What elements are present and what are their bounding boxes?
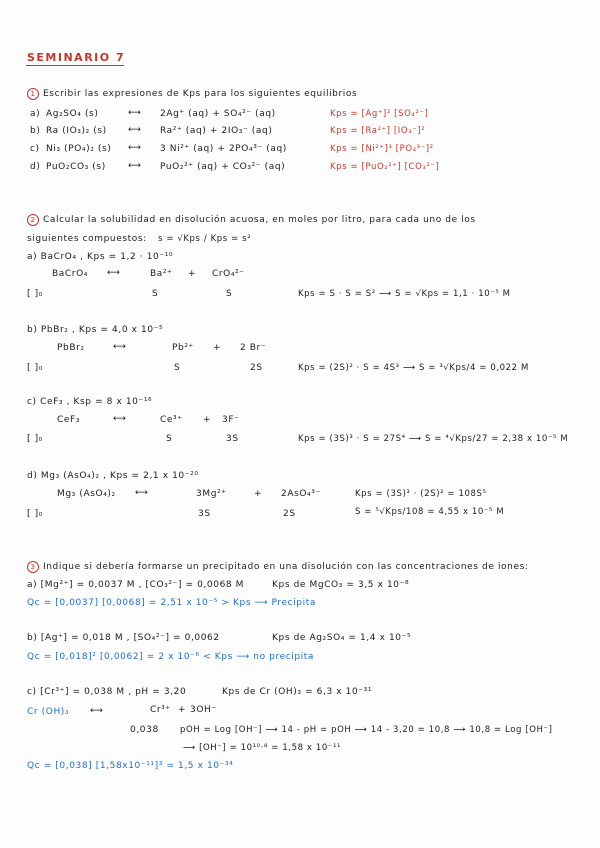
s1-number: 1: [27, 88, 39, 100]
s2-d-conc: [ ]₀: [27, 509, 43, 519]
s2-prompt: Calcular la solubilidad en disolución acuosa, en moles por litro, para cada uno de los: [43, 215, 476, 225]
s2-b-p1: Pb²⁺: [172, 343, 194, 353]
title-underline: [26, 65, 124, 66]
s1-a-reactant: Ag₂SO₄ (s): [46, 109, 99, 119]
s2-c-p2: 3F⁻: [222, 415, 240, 425]
s3-c-plus: +: [178, 705, 187, 715]
s1-c-label: c): [30, 144, 40, 154]
s2-d-p2: 2AsO₄³⁻: [281, 489, 321, 499]
s2-b-reactant: PbBr₂: [57, 343, 85, 353]
s2-d-p1: 3Mg²⁺: [196, 489, 227, 499]
s2-d-result1: Kps = (3S)³ · (2S)² = 108S⁵: [355, 489, 487, 499]
s2-a-reactant: BaCrO₄: [52, 269, 88, 279]
s3-c-kps: Kps de Cr (OH)₃ = 6,3 x 10⁻³¹: [222, 687, 373, 697]
s1-d-label: d): [30, 162, 41, 172]
s3-prompt: Indique si debería formarse un precipitado en una disolución con las concentraciones de iones:: [43, 562, 529, 572]
s2-b-head: b) PbBr₂ , Kps = 4,0 x 10⁻⁵: [27, 325, 164, 335]
s3-b-qc: Qc = [0,018]² [0,0062] = 2 x 10⁻⁶ < Kps ⟶ no precipita: [27, 652, 315, 662]
s3-c-p1: Cr³⁺: [150, 705, 171, 715]
s3-a-qc: Qc = [0,0037] [0,0068] = 2,51 x 10⁻⁵ > Kps ⟶ Precipita: [27, 598, 316, 608]
s1-d-kps: Kps = [PuO₂²⁺] [CO₃²⁻]: [330, 162, 440, 172]
s1-b-arrow: ⟷: [128, 125, 142, 135]
s2-d-c2: 2S: [283, 509, 296, 519]
s2-heading: [27, 214, 476, 226]
s3-heading: [27, 561, 529, 573]
s2-d-arrow: ⟷: [135, 488, 149, 498]
s2-b-plus: +: [213, 343, 222, 353]
s1-c-kps: Kps = [Ni²⁺]³ [PO₄³⁻]²: [330, 144, 434, 154]
s3-c-c1: 0,038: [130, 725, 159, 735]
s2-a-arrow: ⟷: [107, 268, 121, 278]
s2-a-c1: S: [152, 289, 159, 299]
s1-prompt: Escribir las expresiones de Kps para los siguientes equilibrios: [43, 89, 358, 99]
s2-a-p1: Ba²⁺: [150, 269, 173, 279]
s2-d-reactant: Mg₃ (AsO₄)₂: [57, 489, 116, 499]
s3-b-head: b) [Ag⁺] = 0,018 M , [SO₄²⁻] = 0,0062: [27, 633, 220, 643]
s2-b-arrow: ⟷: [113, 342, 127, 352]
s2-hint: s = √Kps / Kps = s²: [158, 234, 252, 244]
s2-c-arrow: ⟷: [113, 414, 127, 424]
page-title: SEMINARIO 7: [27, 51, 126, 64]
s2-prompt2: siguientes compuestos:: [27, 234, 147, 244]
s1-a-products: 2Ag⁺ (aq) + SO₄²⁻ (aq): [160, 109, 276, 119]
s2-c-plus: +: [203, 415, 212, 425]
s2-d-c1: 3S: [198, 509, 211, 519]
s1-b-reactant: Ra (IO₃)₂ (s): [46, 126, 107, 136]
s1-b-kps: Kps = [Ra²⁺] [IO₃⁻]²: [330, 126, 426, 136]
s1-a-arrow: ⟷: [128, 108, 142, 118]
s3-c-qc: Qc = [0,038] [1,58x10⁻¹¹]³ = 1,5 x 10⁻³⁴: [27, 761, 234, 771]
s2-c-p1: Ce³⁺: [160, 415, 183, 425]
s1-heading: [27, 88, 357, 100]
s1-c-products: 3 Ni²⁺ (aq) + 2PO₄³⁻ (aq): [160, 144, 287, 154]
s2-number: 2: [27, 214, 39, 226]
s1-b-label: b): [30, 126, 41, 136]
s3-c-arrow: ⟷: [90, 706, 104, 716]
s3-c-p2: 3OH⁻: [190, 705, 217, 715]
s2-a-conc: [ ]₀: [27, 289, 43, 299]
s2-a-head: a) BaCrO₄ , Kps = 1,2 · 10⁻¹⁰: [27, 252, 174, 262]
s3-c-line2: ⟶ [OH⁻] = 10¹⁰·⁸ = 1,58 x 10⁻¹¹: [183, 743, 341, 753]
s3-a-head: a) [Mg²⁺] = 0,0037 M , [CO₃²⁻] = 0,0068 M: [27, 580, 245, 590]
s3-c-reactant: Cr (OH)₃: [27, 707, 70, 717]
s2-c-result: Kps = (3S)³ · S = 27S⁴ ⟶ S = ⁴√Kps/27 = 2,38 x 10⁻⁵ M: [298, 434, 569, 444]
s3-c-head: c) [Cr³⁺] = 0,038 M , pH = 3,20: [27, 687, 187, 697]
s2-a-c2: S: [226, 289, 233, 299]
s2-d-plus: +: [254, 489, 263, 499]
s1-d-reactant: PuO₂CO₃ (s): [46, 162, 106, 172]
s1-d-arrow: ⟷: [128, 161, 142, 171]
s1-b-products: Ra²⁺ (aq) + 2IO₃⁻ (aq): [160, 126, 273, 136]
s2-c-c2: 3S: [226, 434, 239, 444]
s1-c-reactant: Ni₃ (PO₄)₂ (s): [46, 144, 112, 154]
s2-d-head: d) Mg₃ (AsO₄)₂ , Kps = 2,1 x 10⁻²⁰: [27, 471, 199, 481]
s3-number: 3: [27, 561, 39, 573]
s2-a-p2: CrO₄²⁻: [212, 269, 245, 279]
s2-b-c1: S: [174, 363, 181, 373]
s1-a-label: a): [30, 109, 41, 119]
s2-b-c2: 2S: [250, 363, 263, 373]
s2-a-plus: +: [188, 269, 197, 279]
s2-b-conc: [ ]₀: [27, 363, 43, 373]
s3-c-line1: pOH = Log [OH⁻] ⟶ 14 - pH = pOH ⟶ 14 - 3,20 = 10,8 ⟶ 10,8 = Log [OH⁻]: [180, 725, 553, 735]
s2-b-result: Kps = (2S)² · S = 4S³ ⟶ S = ³√Kps/4 = 0,022 M: [298, 363, 529, 373]
s2-c-reactant: CeF₃: [57, 415, 81, 425]
s2-d-result2: S = ⁵√Kps/108 = 4,55 x 10⁻⁵ M: [355, 507, 505, 517]
s2-c-c1: S: [166, 434, 173, 444]
s2-b-p2: 2 Br⁻: [240, 343, 267, 353]
s1-c-arrow: ⟷: [128, 143, 142, 153]
s3-a-kps: Kps de MgCO₃ = 3,5 x 10⁻⁸: [272, 580, 410, 590]
s1-a-kps: Kps = [Ag⁺]² [SO₄²⁻]: [330, 109, 429, 119]
s1-d-products: PuO₂²⁺ (aq) + CO₃²⁻ (aq): [160, 162, 286, 172]
s2-a-result: Kps = S · S = S² ⟶ S = √Kps = 1,1 · 10⁻⁵ M: [298, 289, 511, 299]
s3-b-kps: Kps de Ag₂SO₄ = 1,4 x 10⁻⁵: [272, 633, 412, 643]
s2-c-head: c) CeF₃ , Ksp = 8 x 10⁻¹⁶: [27, 397, 153, 407]
s2-c-conc: [ ]₀: [27, 434, 43, 444]
